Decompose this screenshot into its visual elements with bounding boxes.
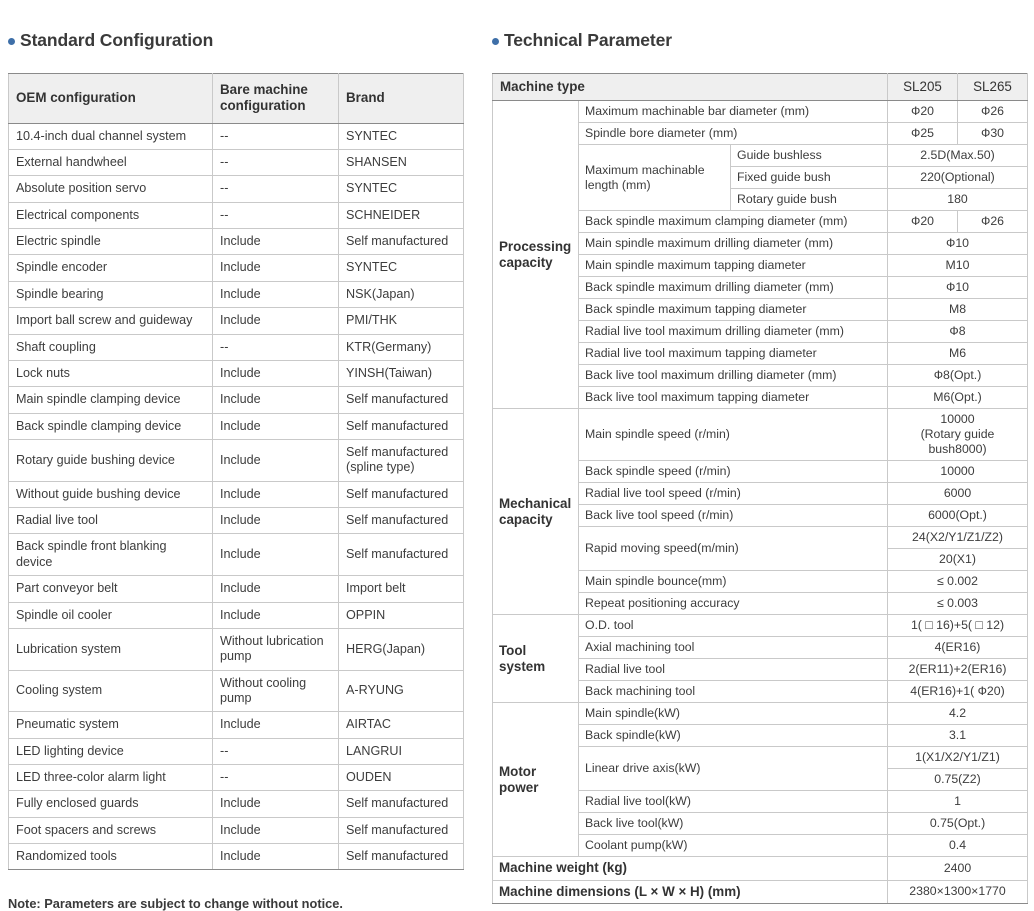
- parameter-value: 0.75(Opt.): [888, 813, 1028, 835]
- parameter-value-sl265: Ф26: [958, 211, 1028, 233]
- note-text: Note: Parameters are subject to change without notice.: [8, 896, 343, 911]
- parameter-value: M8: [888, 299, 1028, 321]
- brand-cell: Self manufactured (spline type): [339, 440, 464, 482]
- table-row: [9, 255, 464, 281]
- parameter-label: Main spindle maximum tapping diameter: [579, 255, 888, 277]
- table-row: [9, 738, 464, 764]
- parameter-value: ≤ 0.002: [888, 571, 1028, 593]
- table-row: [9, 413, 464, 439]
- oem-configuration-cell: Randomized tools: [9, 844, 213, 870]
- parameter-value-sl265: Ф30: [958, 123, 1028, 145]
- oem-configuration-cell: Back spindle front blanking device: [9, 534, 213, 576]
- table-header-row: [9, 74, 464, 124]
- oem-configuration-cell: Spindle encoder: [9, 255, 213, 281]
- brand-cell: Self manufactured: [339, 817, 464, 843]
- oem-configuration-cell: Electric spindle: [9, 229, 213, 255]
- table-row: [9, 670, 464, 712]
- oem-configuration-cell: Back spindle clamping device: [9, 413, 213, 439]
- technical-parameter-title: [492, 30, 1027, 51]
- parameter-label: Back spindle maximum drilling diameter (mm): [579, 277, 888, 299]
- parameter-value: 1(X1/X2/Y1/Z1): [888, 747, 1028, 769]
- technical-parameter-table-wrap: [492, 73, 1027, 904]
- parameter-value-sl205: Ф25: [888, 123, 958, 145]
- table-row: [9, 387, 464, 413]
- oem-configuration-cell: Import ball screw and guideway: [9, 308, 213, 334]
- brand-cell: KTR(Germany): [339, 334, 464, 360]
- bare-machine-configuration-cell: Include: [213, 602, 339, 628]
- parameter-value: 6000(Opt.): [888, 505, 1028, 527]
- bare-machine-configuration-cell: Include: [213, 308, 339, 334]
- brand-cell: OPPIN: [339, 602, 464, 628]
- oem-configuration-cell: Main spindle clamping device: [9, 387, 213, 413]
- parameter-label: Radial live tool(kW): [579, 791, 888, 813]
- oem-configuration-cell: Absolute position servo: [9, 176, 213, 202]
- column-header: Bare machine configuration: [213, 74, 339, 124]
- bare-machine-configuration-cell: Include: [213, 576, 339, 602]
- table-row: [9, 712, 464, 738]
- oem-configuration-cell: Fully enclosed guards: [9, 791, 213, 817]
- parameter-value: 10000 (Rotary guide bush8000): [888, 409, 1028, 461]
- table-row: [9, 817, 464, 843]
- oem-configuration-cell: Cooling system: [9, 670, 213, 712]
- parameter-value: ≤ 0.003: [888, 593, 1028, 615]
- bare-machine-configuration-cell: Include: [213, 255, 339, 281]
- standard-configuration-panel: [8, 30, 463, 911]
- parameter-value-sl265: Ф26: [958, 101, 1028, 123]
- parameter-value: M6: [888, 343, 1028, 365]
- parameter-value: M10: [888, 255, 1028, 277]
- table-row: [9, 481, 464, 507]
- parameter-label: Radial live tool: [579, 659, 888, 681]
- brand-cell: OUDEN: [339, 765, 464, 791]
- parameter-label: Maximum machinable length (mm): [579, 145, 731, 211]
- parameter-value: 0.75(Z2): [888, 769, 1028, 791]
- parameter-label: Back spindle(kW): [579, 725, 888, 747]
- table-row: [9, 202, 464, 228]
- brand-cell: SHANSEN: [339, 150, 464, 176]
- bare-machine-configuration-cell: Include: [213, 413, 339, 439]
- standard-configuration-table: [8, 73, 464, 870]
- parameter-label: Back live tool maximum tapping diameter: [579, 387, 888, 409]
- bare-machine-configuration-cell: Include: [213, 481, 339, 507]
- parameter-sublabel: Fixed guide bush: [731, 167, 888, 189]
- table-row: [493, 857, 1028, 880]
- table-row: [9, 334, 464, 360]
- brand-cell: Self manufactured: [339, 508, 464, 534]
- oem-configuration-cell: Without guide bushing device: [9, 481, 213, 507]
- table-row: [9, 229, 464, 255]
- table-row: [9, 360, 464, 386]
- parameter-value: 4.2: [888, 703, 1028, 725]
- brand-cell: Self manufactured: [339, 844, 464, 870]
- oem-configuration-cell: Lock nuts: [9, 360, 213, 386]
- parameter-value: Ф8: [888, 321, 1028, 343]
- parameter-label: Repeat positioning accuracy: [579, 593, 888, 615]
- parameter-label: Coolant pump(kW): [579, 835, 888, 857]
- brand-cell: Self manufactured: [339, 387, 464, 413]
- bare-machine-configuration-cell: Include: [213, 712, 339, 738]
- brand-cell: Self manufactured: [339, 481, 464, 507]
- brand-cell: Self manufactured: [339, 534, 464, 576]
- bare-machine-configuration-cell: --: [213, 765, 339, 791]
- parameter-value: 20(X1): [888, 549, 1028, 571]
- bare-machine-configuration-cell: Include: [213, 508, 339, 534]
- oem-configuration-cell: Lubrication system: [9, 628, 213, 670]
- brand-cell: PMI/THK: [339, 308, 464, 334]
- parameter-value: 3.1: [888, 725, 1028, 747]
- table-row: [493, 101, 1028, 123]
- table-row: [9, 508, 464, 534]
- oem-configuration-cell: Rotary guide bushing device: [9, 440, 213, 482]
- table-row: [493, 880, 1028, 903]
- parameter-label: Back live tool maximum drilling diameter (mm): [579, 365, 888, 387]
- group-label-motor-power: Motor power: [493, 703, 579, 857]
- parameter-label: Radial live tool maximum tapping diameter: [579, 343, 888, 365]
- parameter-value: 0.4: [888, 835, 1028, 857]
- parameter-label: Rapid moving speed(m/min): [579, 527, 888, 571]
- brand-cell: Self manufactured: [339, 413, 464, 439]
- parameter-label: Back spindle maximum tapping diameter: [579, 299, 888, 321]
- parameter-label: Main spindle(kW): [579, 703, 888, 725]
- table-row: [9, 176, 464, 202]
- brand-cell: SYNTEC: [339, 123, 464, 149]
- table-row: [9, 281, 464, 307]
- bare-machine-configuration-cell: --: [213, 123, 339, 149]
- parameter-label: Axial machining tool: [579, 637, 888, 659]
- bare-machine-configuration-cell: Include: [213, 387, 339, 413]
- column-header: Brand: [339, 74, 464, 124]
- parameter-value: 10000: [888, 461, 1028, 483]
- bare-machine-configuration-cell: Without lubrication pump: [213, 628, 339, 670]
- bullet-icon: [492, 38, 499, 45]
- parameter-value: 1( □ 16)+5( □ 12): [888, 615, 1028, 637]
- parameter-value: 4(ER16)+1( Ф20): [888, 681, 1028, 703]
- oem-configuration-cell: External handwheel: [9, 150, 213, 176]
- oem-configuration-cell: LED three-color alarm light: [9, 765, 213, 791]
- table-row: [9, 123, 464, 149]
- standard-configuration-title-text: Standard Configuration: [20, 30, 214, 50]
- bare-machine-configuration-cell: Include: [213, 360, 339, 386]
- bullet-icon: [8, 38, 15, 45]
- parameter-sublabel: Guide bushless: [731, 145, 888, 167]
- machine-type-header: Machine type: [493, 74, 888, 101]
- bare-machine-configuration-cell: Include: [213, 791, 339, 817]
- parameter-value: 2(ER11)+2(ER16): [888, 659, 1028, 681]
- table-row: [493, 703, 1028, 725]
- table-row: [9, 844, 464, 870]
- brand-cell: A-RYUNG: [339, 670, 464, 712]
- table-row: [493, 409, 1028, 461]
- parameter-label: Back spindle speed (r/min): [579, 461, 888, 483]
- parameter-value: Ф10: [888, 233, 1028, 255]
- table-row: [493, 615, 1028, 637]
- machine-type-header-row: [493, 74, 1028, 101]
- standard-configuration-table-wrap: [8, 73, 463, 870]
- parameter-label: Main spindle bounce(mm): [579, 571, 888, 593]
- parameter-value: Ф10: [888, 277, 1028, 299]
- group-label-tool-system: Tool system: [493, 615, 579, 703]
- parameter-label: Back live tool speed (r/min): [579, 505, 888, 527]
- parameter-value: 6000: [888, 483, 1028, 505]
- oem-configuration-cell: Electrical components: [9, 202, 213, 228]
- parameter-label: Back machining tool: [579, 681, 888, 703]
- group-label-mechanical-capacity: Mechanical capacity: [493, 409, 579, 615]
- bare-machine-configuration-cell: --: [213, 202, 339, 228]
- model-header-sl205: SL205: [888, 74, 958, 101]
- parameter-value: 180: [888, 189, 1028, 211]
- brand-cell: SCHNEIDER: [339, 202, 464, 228]
- column-header: OEM configuration: [9, 74, 213, 124]
- parameter-sublabel: Rotary guide bush: [731, 189, 888, 211]
- bare-machine-configuration-cell: Include: [213, 844, 339, 870]
- bare-machine-configuration-cell: Include: [213, 229, 339, 255]
- oem-configuration-cell: Part conveyor belt: [9, 576, 213, 602]
- technical-parameter-table: [492, 73, 1028, 904]
- oem-configuration-cell: Spindle oil cooler: [9, 602, 213, 628]
- parameter-value: 4(ER16): [888, 637, 1028, 659]
- oem-configuration-cell: Foot spacers and screws: [9, 817, 213, 843]
- parameter-value: 1: [888, 791, 1028, 813]
- brand-cell: NSK(Japan): [339, 281, 464, 307]
- parameter-value: M6(Opt.): [888, 387, 1028, 409]
- parameter-label: Main spindle speed (r/min): [579, 409, 888, 461]
- table-row: [9, 576, 464, 602]
- table-row: [9, 440, 464, 482]
- footer-value: 2400: [888, 857, 1028, 880]
- table-row: [9, 602, 464, 628]
- brand-cell: LANGRUI: [339, 738, 464, 764]
- brand-cell: YINSH(Taiwan): [339, 360, 464, 386]
- oem-configuration-cell: LED lighting device: [9, 738, 213, 764]
- parameter-label: Back spindle maximum clamping diameter (mm): [579, 211, 888, 233]
- parameter-value: 24(X2/Y1/Z1/Z2): [888, 527, 1028, 549]
- bare-machine-configuration-cell: Include: [213, 281, 339, 307]
- standard-configuration-title: [8, 30, 463, 51]
- brand-cell: Import belt: [339, 576, 464, 602]
- brand-cell: Self manufactured: [339, 229, 464, 255]
- parameter-label: Radial live tool speed (r/min): [579, 483, 888, 505]
- oem-configuration-cell: Radial live tool: [9, 508, 213, 534]
- technical-parameter-panel: [492, 30, 1027, 904]
- technical-parameter-title-text: Technical Parameter: [504, 30, 672, 50]
- parameter-label: Main spindle maximum drilling diameter (mm): [579, 233, 888, 255]
- parameter-label: Linear drive axis(kW): [579, 747, 888, 791]
- footer-label: Machine weight (kg): [493, 857, 888, 880]
- group-label-processing-capacity: Processing capacity: [493, 101, 579, 409]
- brand-cell: SYNTEC: [339, 176, 464, 202]
- oem-configuration-cell: Shaft coupling: [9, 334, 213, 360]
- bare-machine-configuration-cell: Include: [213, 534, 339, 576]
- parameter-label: Maximum machinable bar diameter (mm): [579, 101, 888, 123]
- footer-label: Machine dimensions (L × W × H) (mm): [493, 880, 888, 903]
- oem-configuration-cell: Spindle bearing: [9, 281, 213, 307]
- oem-configuration-cell: 10.4-inch dual channel system: [9, 123, 213, 149]
- bare-machine-configuration-cell: Include: [213, 440, 339, 482]
- parameter-label: O.D. tool: [579, 615, 888, 637]
- bare-machine-configuration-cell: --: [213, 738, 339, 764]
- bare-machine-configuration-cell: --: [213, 150, 339, 176]
- table-row: [9, 791, 464, 817]
- bare-machine-configuration-cell: --: [213, 334, 339, 360]
- table-row: [9, 534, 464, 576]
- brand-cell: AIRTAC: [339, 712, 464, 738]
- bare-machine-configuration-cell: Without cooling pump: [213, 670, 339, 712]
- brand-cell: SYNTEC: [339, 255, 464, 281]
- table-row: [9, 765, 464, 791]
- parameter-label: Radial live tool maximum drilling diameter (mm): [579, 321, 888, 343]
- table-row: [9, 308, 464, 334]
- parameter-value: 220(Optional): [888, 167, 1028, 189]
- parameter-label: Back live tool(kW): [579, 813, 888, 835]
- model-header-sl265: SL265: [958, 74, 1028, 101]
- parameter-value: Ф8(Opt.): [888, 365, 1028, 387]
- parameter-value-sl205: Ф20: [888, 101, 958, 123]
- parameter-value: 2.5D(Max.50): [888, 145, 1028, 167]
- bare-machine-configuration-cell: --: [213, 176, 339, 202]
- oem-configuration-cell: Pneumatic system: [9, 712, 213, 738]
- brand-cell: HERG(Japan): [339, 628, 464, 670]
- table-row: [9, 150, 464, 176]
- parameter-label: Spindle bore diameter (mm): [579, 123, 888, 145]
- bare-machine-configuration-cell: Include: [213, 817, 339, 843]
- footer-value: 2380×1300×1770: [888, 880, 1028, 903]
- brand-cell: Self manufactured: [339, 791, 464, 817]
- parameter-value-sl205: Ф20: [888, 211, 958, 233]
- table-row: [9, 628, 464, 670]
